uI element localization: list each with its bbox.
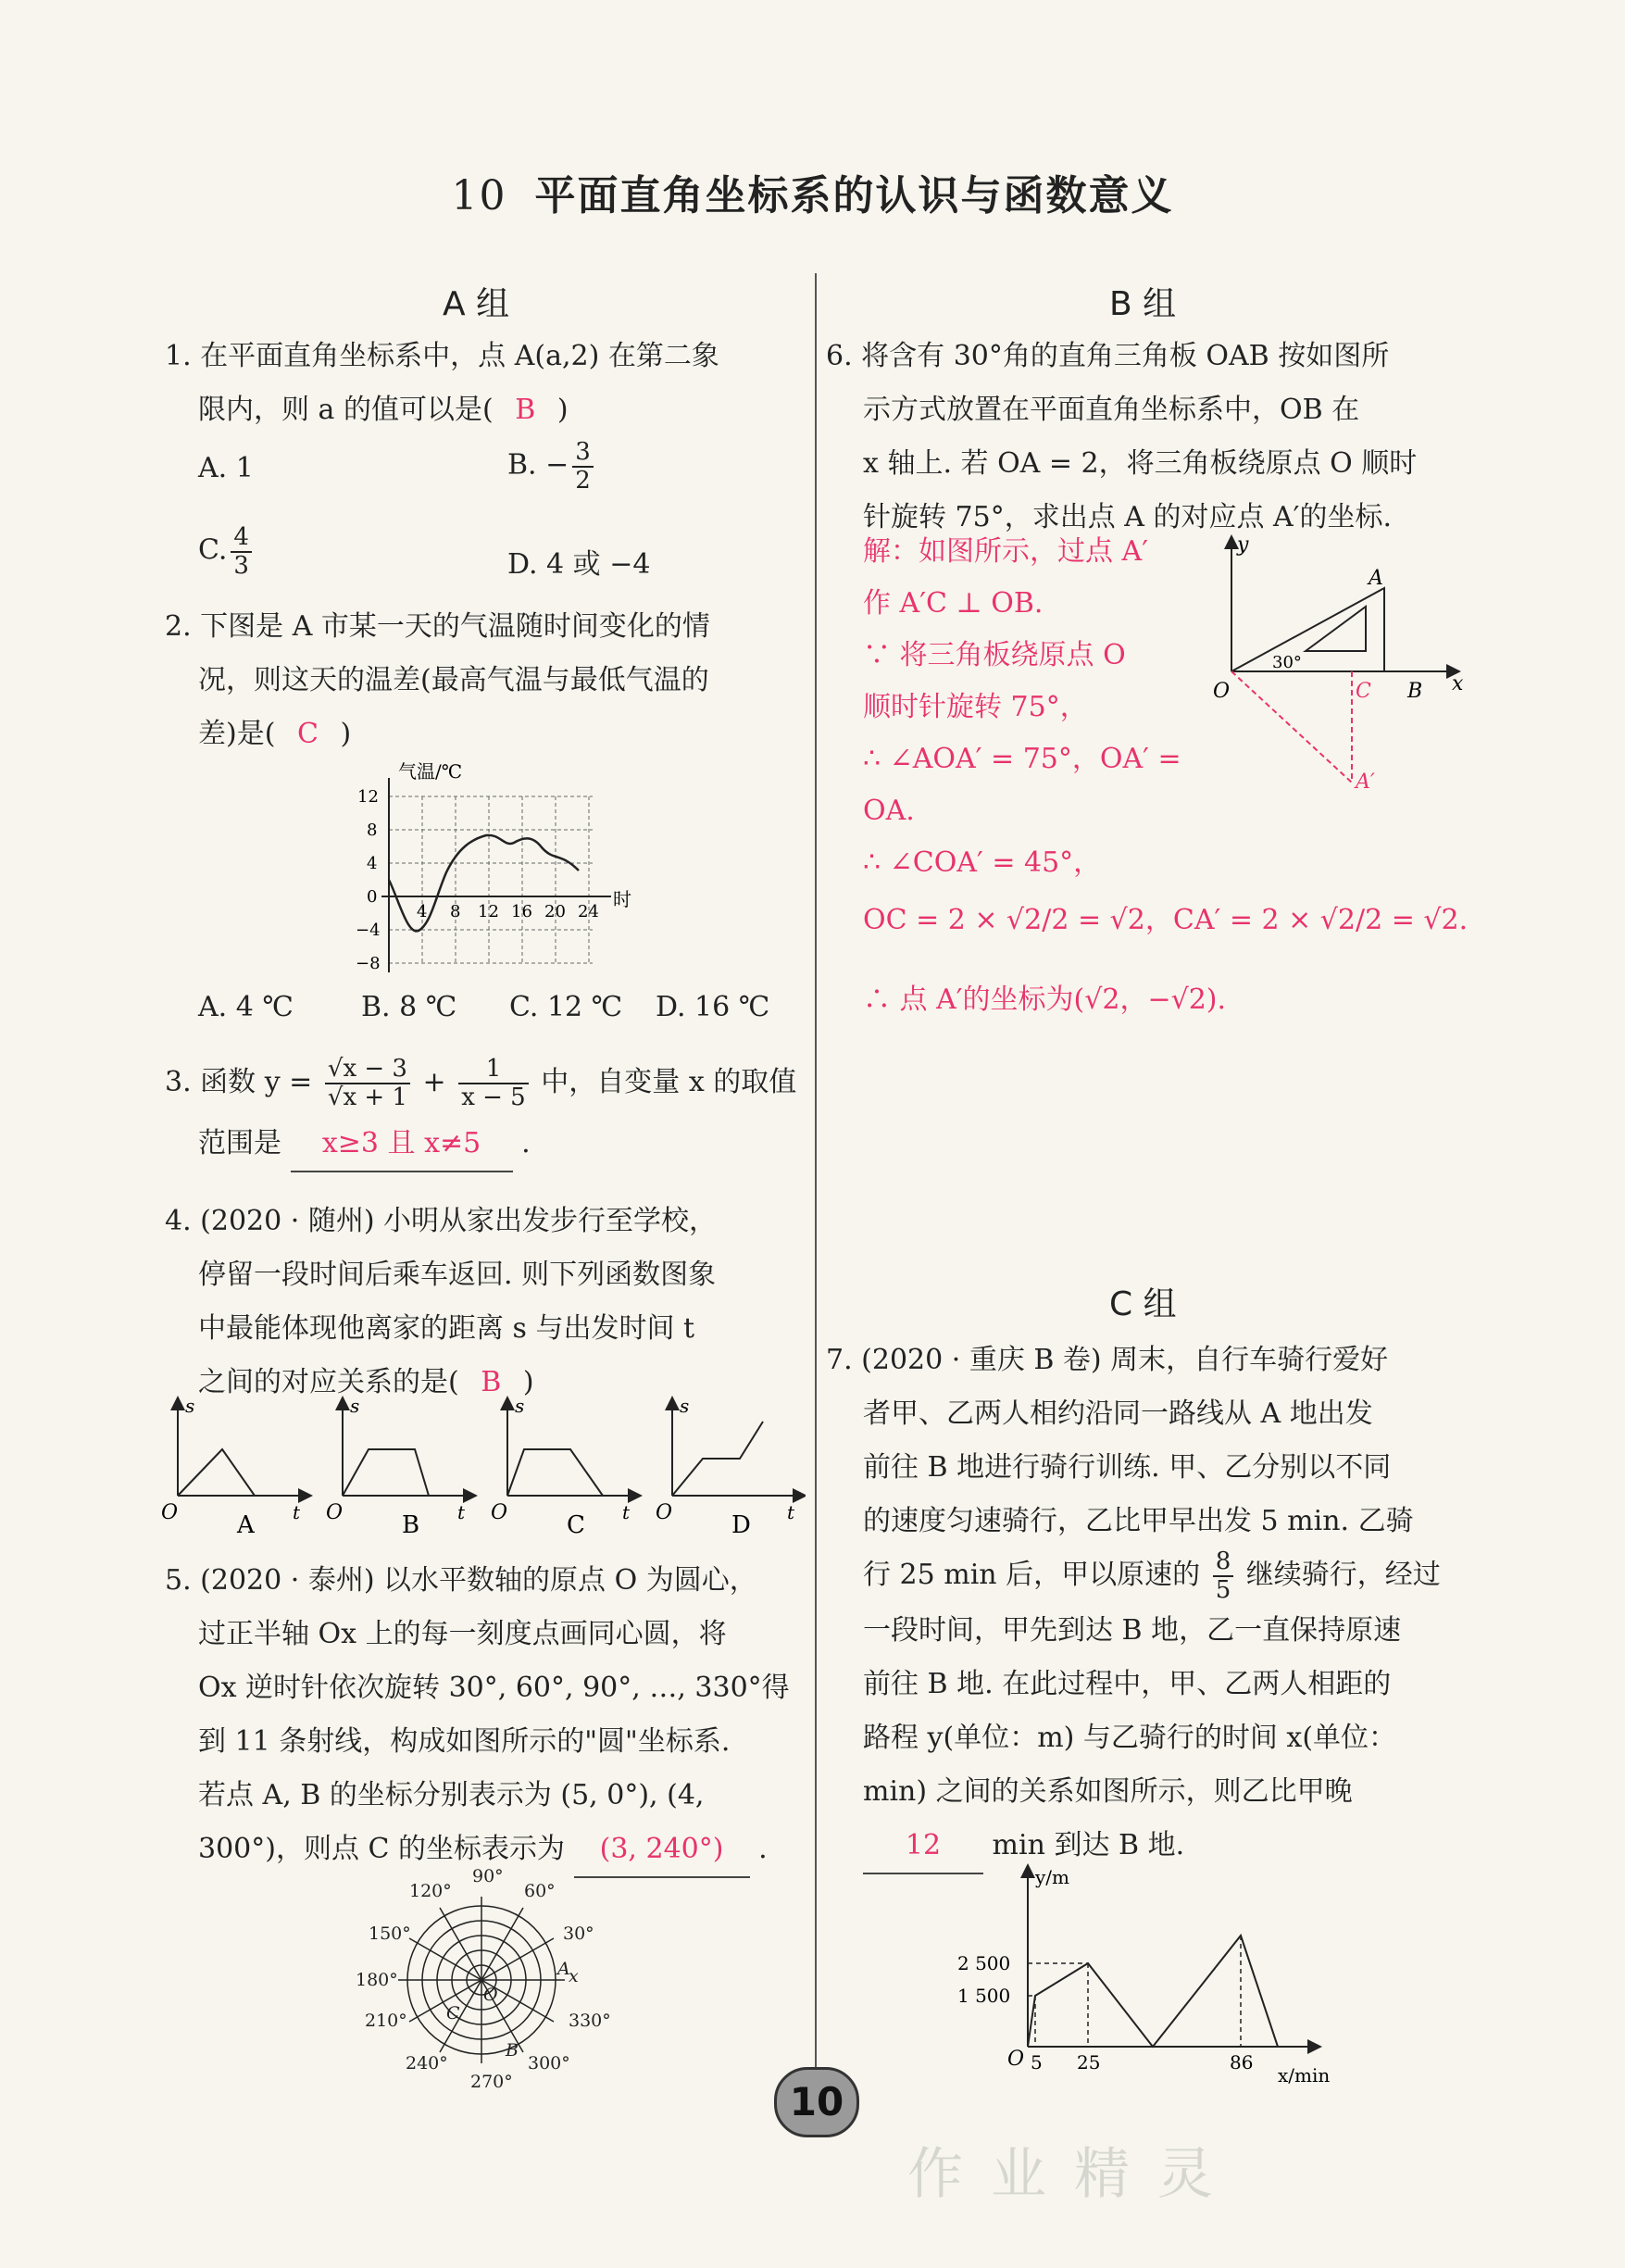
point-o: O <box>483 1985 498 2005</box>
q7-line3: 前往 B 地进行骑行训练. 甲、乙分别以不同 <box>863 1451 1392 1484</box>
frac-den: √x + 1 <box>325 1083 410 1111</box>
triangle-oab <box>1231 588 1384 671</box>
q7-line2: 者甲、乙两人相约沿同一路线从 A 地出发 <box>863 1397 1373 1430</box>
q1-option-c-fraction <box>231 524 252 579</box>
page-title <box>0 162 1625 221</box>
axis-s: s <box>515 1395 525 1417</box>
group-a-heading: A 组 <box>443 285 510 323</box>
q6-line2: 示方式放置在平面直角坐标系中，OB 在 <box>863 394 1360 426</box>
graph-label: D <box>731 1511 751 1539</box>
question-7 <box>826 1334 1474 1874</box>
x-tick: 24 <box>578 902 599 921</box>
solution-line: OA. <box>863 795 915 827</box>
frac-den: x − 5 <box>458 1083 529 1111</box>
q1-option-c <box>198 524 256 579</box>
angle-30: 30° <box>563 1923 594 1944</box>
q2-line3-text: 差)是( <box>198 718 276 750</box>
question-5 <box>165 1554 804 1878</box>
temperature-chart <box>343 759 639 991</box>
q5-line4: 到 11 条射线，构成如图所示的"圆"坐标系. <box>198 1725 731 1758</box>
line-oa-prime <box>1231 671 1352 783</box>
label-angle: 30° <box>1272 653 1302 672</box>
graph-d <box>656 1395 800 1539</box>
q7-line7: 前往 B 地. 在此过程中，甲、乙两人相距的 <box>863 1667 1392 1700</box>
x-tick: 12 <box>478 902 499 921</box>
q1-line2 <box>165 383 804 437</box>
q7-x-tick: 86 <box>1230 2051 1254 2074</box>
q1-option-b-label: B. − <box>507 448 569 482</box>
q7-answer: 12 <box>863 1819 983 1874</box>
question-4 <box>165 1195 804 1410</box>
question-3 <box>165 1056 804 1172</box>
q1-option-b-fraction <box>572 439 594 494</box>
q2-option-b: B. 8 ℃ <box>361 991 457 1023</box>
label-y: y <box>1237 533 1249 557</box>
axis-s: s <box>350 1395 360 1417</box>
chapter-number: 10 <box>451 172 507 219</box>
q7-x-tick: 5 <box>1031 2051 1043 2074</box>
page-number: 10 <box>774 2067 859 2137</box>
frac-den: 3 <box>231 551 252 580</box>
y-tick: −8 <box>356 954 381 973</box>
frac-num: 3 <box>575 438 591 466</box>
q4-line4-text: 之间的对应关系的是( <box>198 1366 459 1398</box>
y-tick: −4 <box>356 921 381 940</box>
angle-150: 150° <box>369 1923 411 1944</box>
q3-suffix: 中，自变量 x 的取值 <box>541 1066 797 1098</box>
solution-line: 作 A′C ⊥ OB. <box>863 587 1044 620</box>
q2-line2: 况，则这天的温差(最高气温与最低气温的 <box>198 664 709 696</box>
solution-line: ∵ 将三角板绕原点 O <box>863 639 1126 671</box>
q3-answer: x≥3 且 x≠5 <box>291 1117 513 1172</box>
q5-line2: 过正半轴 Ox 上的每一刻度点画同心圆，将 <box>198 1618 727 1650</box>
q7-xlabel: x/min <box>1278 2064 1331 2086</box>
y-tick: 4 <box>367 854 378 873</box>
chapter-title: 平面直角坐标系的认识与函数意义 <box>534 172 1174 219</box>
q1-option-c-label: C. <box>198 533 228 567</box>
q7-line9: min) 之间的关系如图所示，则乙比甲晚 <box>863 1774 1353 1808</box>
q5-line1: 5. (2020 · 泰州) 以水平数轴的原点 O 为圆心， <box>165 1564 757 1597</box>
q1-option-b <box>507 439 597 494</box>
q7-ylabel: y/m <box>1035 1866 1070 1888</box>
axis-x: x <box>569 1966 579 1986</box>
q4-answer: B <box>481 1366 502 1398</box>
x-tick: 4 <box>417 902 428 921</box>
origin: O <box>656 1501 673 1524</box>
angle-120: 120° <box>409 1881 452 1901</box>
x-tick: 16 <box>511 902 532 921</box>
origin: O <box>326 1501 344 1524</box>
q5-line6-text: 300°)，则点 C 的坐标表示为 <box>198 1833 565 1865</box>
q4-graphs <box>157 1394 806 1542</box>
q5-line6-end: . <box>758 1833 768 1865</box>
q7-distance-chart <box>944 1861 1361 2093</box>
angle-90: 90° <box>472 1866 504 1886</box>
graph-label: B <box>402 1511 420 1539</box>
chart-grid <box>389 796 593 963</box>
q2-line1: 2. 下图是 A 市某一天的气温随时间变化的情 <box>165 610 710 643</box>
q4-line4-close: ) <box>522 1366 534 1398</box>
q6-solution-line-8: OC = 2 × √2/2 = √2，CA′ = 2 × √2/2 = √2. <box>863 904 1469 936</box>
q7-guides <box>1028 1936 1241 2047</box>
frac-num: 4 <box>233 523 249 551</box>
label-o: O <box>1213 680 1231 703</box>
question-1 <box>165 330 804 437</box>
graph-label: A <box>237 1511 255 1539</box>
polar-coordinate-diagram <box>343 1861 620 2093</box>
label-b: B <box>1407 680 1423 703</box>
chart-ylabel: 气温/℃ <box>398 760 463 783</box>
q3-line1 <box>165 1056 804 1111</box>
q6-line1: 6. 将含有 30°角的直角三角板 OAB 按如图所 <box>826 340 1390 372</box>
q7-line5 <box>826 1548 1474 1604</box>
q7-line8: 路程 y(单位：m) 与乙骑行的时间 x(单位： <box>863 1721 1397 1754</box>
q2-line3-close: ) <box>340 718 352 750</box>
q3-line2-text: 范围是 <box>198 1126 281 1159</box>
origin: O <box>491 1501 508 1524</box>
graph-label: C <box>567 1511 585 1539</box>
origin: O <box>161 1501 179 1524</box>
x-tick: 8 <box>450 902 461 921</box>
point-a: A <box>557 1959 570 1979</box>
q7-line10-text: min 到达 B 地. <box>992 1828 1185 1861</box>
group-c-heading: C 组 <box>1109 1285 1177 1323</box>
q3-plus: + <box>422 1066 446 1098</box>
q3-fraction-2 <box>458 1056 529 1110</box>
solution-line: 解：如图所示，过点 A′ <box>863 535 1149 568</box>
q7-fraction <box>1213 1548 1234 1603</box>
frac-num: 8 <box>1215 1548 1231 1576</box>
solution-line: ∴ ∠COA′ = 45°， <box>863 846 1102 879</box>
axis-t: t <box>787 1501 795 1523</box>
question-2 <box>165 600 804 761</box>
graph-b <box>326 1395 470 1539</box>
q5-line5: 若点 A, B 的坐标分别表示为 (5, 0°), (4, <box>198 1779 705 1811</box>
q6-line4: 针旋转 75°，求出点 A 的对应点 A′的坐标. <box>863 501 1392 533</box>
label-a-prime: A′ <box>1356 771 1375 794</box>
q6-line3: x 轴上. 若 OA = 2，将三角板绕原点 O 顺时 <box>863 447 1418 480</box>
axis-s: s <box>680 1395 690 1417</box>
q7-x-tick: 25 <box>1077 2051 1101 2074</box>
q7-line6: 一段时间，甲先到达 B 地，乙一直保持原速 <box>863 1613 1402 1647</box>
q5-line3: Ox 逆时针依次旋转 30°, 60°, 90°, …, 330°得 <box>198 1672 790 1704</box>
q4-line2: 停留一段时间后乘车返回. 则下列函数图象 <box>198 1259 717 1291</box>
axis-t: t <box>622 1501 631 1523</box>
q7-line4: 的速度匀速骑行，乙比甲早出发 5 min. 乙骑 <box>863 1505 1414 1537</box>
q1-option-d: D. 4 或 −4 <box>507 548 651 581</box>
q2-option-a: A. 4 ℃ <box>198 991 294 1023</box>
column-divider <box>815 273 817 2107</box>
q1-answer: B <box>515 394 536 426</box>
q6-solution-line-9: ∴ 点 A′的坐标为(√2，−√2). <box>863 984 1227 1016</box>
label-c: C <box>1356 680 1371 703</box>
q7-line1: 7. (2020 · 重庆 B 卷) 周末，自行车骑行爱好 <box>826 1344 1389 1376</box>
angle-270: 270° <box>470 2072 513 2092</box>
q2-answer: C <box>296 718 319 750</box>
frac-num: √x − 3 <box>327 1055 407 1084</box>
point-c: C <box>446 2003 460 2024</box>
triangle-inner <box>1306 607 1366 651</box>
q4-line3: 中最能体现他离家的距离 s 与出发时间 t <box>198 1312 695 1345</box>
y-tick: 0 <box>367 887 378 907</box>
q3-line2 <box>165 1117 804 1172</box>
x-tick: 20 <box>544 902 566 921</box>
axis-t: t <box>457 1501 466 1523</box>
watermark: 作业精灵 <box>907 2142 1241 2207</box>
q7-y-tick: 1 500 <box>957 1985 1011 2007</box>
angle-180: 180° <box>356 1970 398 1990</box>
axis-t: t <box>293 1501 301 1523</box>
q1-option-a: A. 1 <box>198 452 254 484</box>
point-b: B <box>506 2040 519 2061</box>
angle-300: 300° <box>528 2053 570 2074</box>
q7-line5-text: 行 25 min 后，甲以原速的 <box>863 1559 1201 1591</box>
q2-line3 <box>165 708 804 761</box>
q2-option-d: D. 16 ℃ <box>656 991 770 1023</box>
q5-answer: (3, 240°) <box>574 1823 750 1878</box>
graph-c <box>491 1395 635 1539</box>
axis-s: s <box>185 1395 195 1417</box>
q1-line2-close: ) <box>556 394 569 426</box>
q3-prefix: 3. 函数 y = <box>165 1066 313 1098</box>
q6-figure <box>1204 533 1472 810</box>
frac-den: 2 <box>572 466 594 495</box>
q1-line1: 1. 在平面直角坐标系中，点 A(a,2) 在第二象 <box>165 340 719 372</box>
label-a: A <box>1369 567 1383 590</box>
question-6 <box>826 330 1474 545</box>
frac-den: 5 <box>1213 1575 1234 1604</box>
angle-330: 330° <box>569 2011 611 2031</box>
angle-60: 60° <box>524 1881 556 1901</box>
solution-line: ∴ ∠AOA′ = 75°，OA′ = <box>863 743 1181 775</box>
y-tick: 8 <box>367 821 378 840</box>
frac-num: 1 <box>485 1055 502 1084</box>
graph-a <box>161 1395 306 1539</box>
group-b-heading: B 组 <box>1109 285 1177 323</box>
q3-line2-end: . <box>521 1126 531 1159</box>
y-tick: 12 <box>357 787 379 807</box>
solution-line: 顺时针旋转 75°， <box>863 691 1088 723</box>
q7-line5-text-2: 继续骑行，经过 <box>1245 1559 1441 1591</box>
q7-y-tick: 2 500 <box>957 1952 1011 1974</box>
q1-line2-text: 限内，则 a 的值可以是( <box>198 394 494 426</box>
q3-fraction-1 <box>325 1056 410 1110</box>
label-x: x <box>1452 672 1464 695</box>
chart-xlabel: 时 <box>613 888 631 910</box>
q7-origin: O <box>1007 2048 1025 2071</box>
q2-option-c: C. 12 ℃ <box>509 991 623 1023</box>
angle-210: 210° <box>365 2011 407 2031</box>
q4-line1: 4. (2020 · 随州) 小明从家出发步行至学校， <box>165 1205 718 1237</box>
angle-240: 240° <box>406 2053 448 2074</box>
